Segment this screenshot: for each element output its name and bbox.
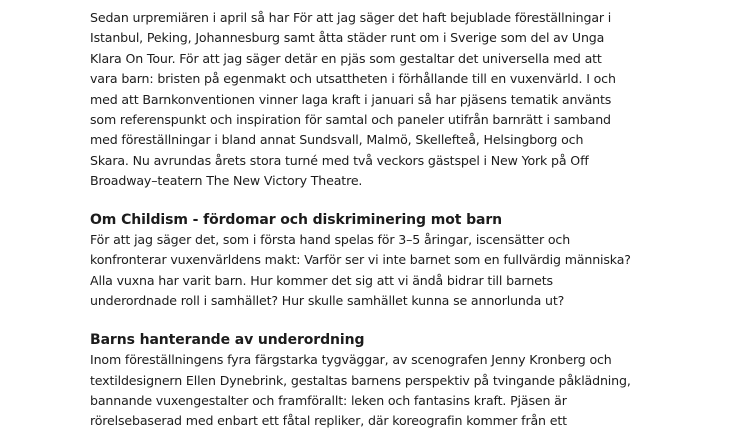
text-line: För att jag säger det, som i första hand spelas för 3–5 åringar, iscensätter och xyxy=(90,232,571,248)
text-line: med att Barnkonventionen vinner laga kraft i januari så har pjäsens tematik använts xyxy=(90,91,612,107)
text-line: Klara On Tour. För att jag säger detär en pjäs som gestaltar det universella med att xyxy=(90,50,602,66)
text-line: Broadway–teatern The New Victory Theatre. xyxy=(90,173,363,189)
section-paragraph-underordning xyxy=(90,350,670,432)
text-line: Skara. Nu avrundas årets stora turné med två veckors gästspel i New York på Off xyxy=(90,152,589,168)
text-line: som referenspunkt och inspiration för samtal och paneler utifrån barnrätt i samband xyxy=(90,112,611,128)
text-line: med föreställningar i bland annat Sundsvall, Malmö, Skellefteå, Helsingborg och xyxy=(90,132,584,148)
text-line: bannande vuxengestalter och framförallt: leken och fantasins kraft. Pjäsen är xyxy=(90,392,567,408)
text-line: Alla vuxna har varit barn. Hur kommer det sig att vi ändå bidrar till barnets xyxy=(90,272,553,288)
text-line: Istanbul, Peking, Johannesburg samt åtta städer runt om i Sverige som del av Unga xyxy=(90,30,605,46)
text-line: Sedan urpremiären i april så har För att jag säger det haft bejublade föreställningar i xyxy=(90,10,612,25)
section-heading-childism: Om Childism - fördomar och diskriminering mot barn xyxy=(90,211,503,228)
text-line: konfronterar vuxenvärldens makt: Varför ser vi inte barnet som en fullvärdig människa? xyxy=(90,252,631,268)
section-heading-underordning: Barns hanterande av underordning xyxy=(90,331,365,348)
section-paragraph-childism xyxy=(90,230,670,312)
text-line: rörelsebaserad med enbart ett fåtal repliker, där koreografin kommer från ett xyxy=(90,413,567,429)
document-page xyxy=(90,8,670,432)
text-line: vara barn: bristen på egenmakt och utsattheten i förhållande till en vuxenvärld. I och xyxy=(90,71,616,87)
text-line: Inom föreställningens fyra färgstarka tygväggar, av scenografen Jenny Kronberg och xyxy=(90,352,612,368)
intro-paragraph xyxy=(90,8,670,192)
text-line: textildesignern Ellen Dynebrink, gestaltas barnens perspektiv på tvingande påklädning, xyxy=(90,372,631,388)
text-line: underordnade roll i samhället? Hur skulle samhället kunna se annorlunda ut? xyxy=(90,293,565,309)
